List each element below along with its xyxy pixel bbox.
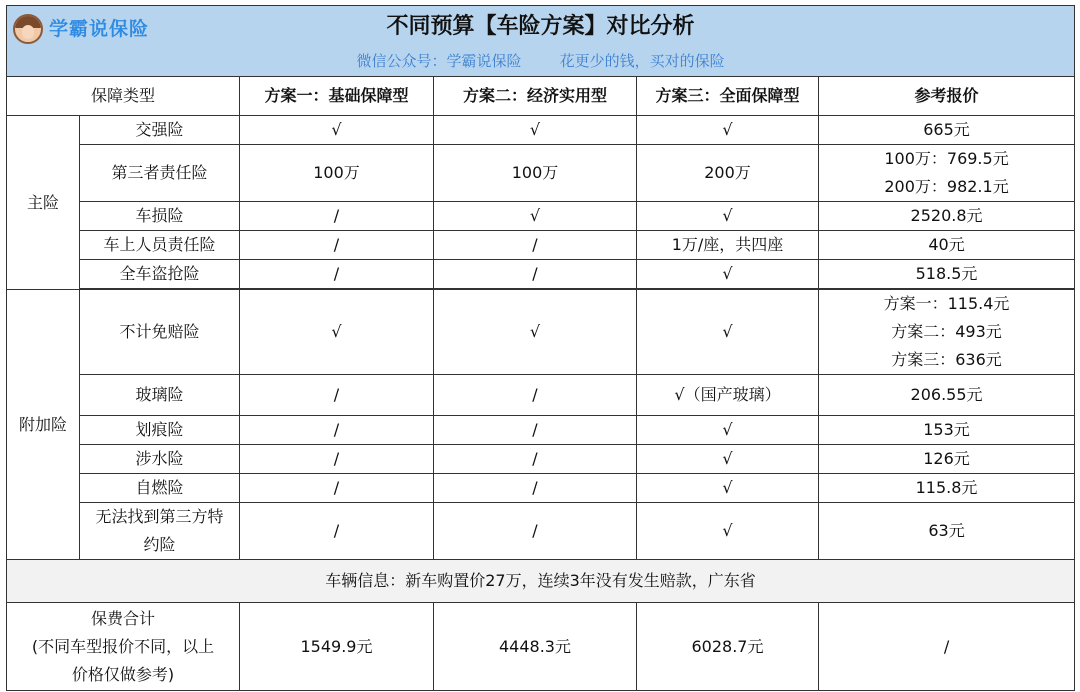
- price-line: 100万：769.5元: [884, 149, 1009, 168]
- total-label-line: (不同车型报价不同，以上: [31, 636, 215, 656]
- price-cell: [819, 145, 1075, 202]
- plan3-cell: √: [637, 503, 819, 560]
- row-name: 全车盗抢险: [80, 260, 240, 289]
- plan1-cell: /: [240, 260, 434, 289]
- total-plan1: 1549.9元: [240, 603, 434, 691]
- row-name: 第三者责任险: [80, 145, 240, 202]
- price-cell: 40元: [819, 231, 1075, 260]
- plan2-cell: √: [434, 290, 637, 375]
- row-name: 车损险: [80, 202, 240, 231]
- table-row: [7, 231, 1075, 260]
- price-cell: 115.8元: [819, 474, 1075, 503]
- group-label-addon: 附加险: [7, 290, 80, 560]
- price-cell: [819, 290, 1075, 375]
- plan2-cell: /: [434, 474, 637, 503]
- plan1-cell: /: [240, 416, 434, 445]
- column-header-plan2: 方案二：经济实用型: [434, 77, 637, 116]
- plan2-cell: /: [434, 416, 637, 445]
- plan3-cell: √: [637, 416, 819, 445]
- plan2-cell: /: [434, 445, 637, 474]
- plan2-cell: 100万: [434, 145, 637, 202]
- plan1-cell: /: [240, 375, 434, 416]
- total-label-line: 价格仅做参考): [71, 664, 175, 684]
- price-cell: 153元: [819, 416, 1075, 445]
- plan3-cell: √: [637, 260, 819, 289]
- table-row: [7, 145, 1075, 202]
- plan1-cell: 100万: [240, 145, 434, 202]
- table-row: [7, 116, 1075, 145]
- price-cell: 206.55元: [819, 375, 1075, 416]
- price-cell: 518.5元: [819, 260, 1075, 289]
- row-name-line: 约险: [143, 535, 176, 554]
- plan3-cell: 200万: [637, 145, 819, 202]
- total-plan3: 6028.7元: [637, 603, 819, 691]
- plan3-cell: √: [637, 116, 819, 145]
- row-name: 车上人员责任险: [80, 231, 240, 260]
- table-row: [7, 375, 1075, 416]
- plan1-cell: /: [240, 474, 434, 503]
- plan1-cell: /: [240, 445, 434, 474]
- page-title: 不同预算【车险方案】对比分析: [386, 14, 695, 39]
- plan1-cell: /: [240, 503, 434, 560]
- column-header-plan1: 方案一：基础保障型: [240, 77, 434, 116]
- price-cell: 126元: [819, 445, 1075, 474]
- total-row: [7, 603, 1075, 691]
- plan2-cell: /: [434, 375, 637, 416]
- header-banner: [7, 6, 1075, 77]
- price-line: 方案三：636元: [891, 350, 1002, 369]
- price-line: 方案二：493元: [891, 322, 1002, 341]
- row-name: 划痕险: [80, 416, 240, 445]
- plan2-cell: /: [434, 231, 637, 260]
- plan3-cell: 1万/座，共四座: [637, 231, 819, 260]
- column-header-type: 保障类型: [7, 77, 240, 116]
- comparison-table: [6, 5, 1075, 691]
- price-cell: 665元: [819, 116, 1075, 145]
- row-name: 自燃险: [80, 474, 240, 503]
- table-row: [7, 202, 1075, 231]
- total-label: [7, 603, 240, 691]
- price-line: 方案一：115.4元: [883, 294, 1010, 313]
- plan2-cell: /: [434, 260, 637, 289]
- vehicle-info: 车辆信息：新车购置价27万，连续3年没有发生赔款，广东省: [7, 560, 1075, 603]
- plan1-cell: √: [240, 116, 434, 145]
- table-row: [7, 503, 1075, 560]
- column-header-plan3: 方案三：全面保障型: [637, 77, 819, 116]
- plan2-cell: √: [434, 116, 637, 145]
- total-plan2: 4448.3元: [434, 603, 637, 691]
- plan3-cell: √: [637, 474, 819, 503]
- plan1-cell: /: [240, 231, 434, 260]
- table-row: [7, 416, 1075, 445]
- price-cell: 63元: [819, 503, 1075, 560]
- row-name: 交强险: [80, 116, 240, 145]
- plan1-cell: √: [240, 290, 434, 375]
- plan3-cell: √: [637, 445, 819, 474]
- table-row: [7, 260, 1075, 289]
- row-name: 涉水险: [80, 445, 240, 474]
- row-name: [80, 503, 240, 560]
- plan1-cell: /: [240, 202, 434, 231]
- page-subtitle: 微信公众号：学霸说保险 花更少的钱，买对的保险: [356, 52, 725, 70]
- plan2-cell: /: [434, 503, 637, 560]
- column-header-row: [7, 77, 1075, 116]
- group-label-main: 主险: [7, 116, 80, 290]
- vehicle-info-row: [7, 560, 1075, 603]
- row-name: 不计免赔险: [80, 290, 240, 375]
- total-price: /: [819, 603, 1075, 691]
- plan2-cell: √: [434, 202, 637, 231]
- row-name-line: 无法找到第三方特: [95, 507, 224, 526]
- total-label-line: 保费合计: [90, 608, 155, 628]
- table-row: [7, 474, 1075, 503]
- table-row: [7, 290, 1075, 375]
- row-name: 玻璃险: [80, 375, 240, 416]
- plan3-cell: √: [637, 202, 819, 231]
- plan3-cell: √: [637, 290, 819, 375]
- logo-text: 学霸说保险: [49, 18, 150, 40]
- price-cell: 2520.8元: [819, 202, 1075, 231]
- plan3-cell: √（国产玻璃）: [637, 375, 819, 416]
- column-header-price: 参考报价: [819, 77, 1075, 116]
- price-line: 200万：982.1元: [884, 177, 1009, 196]
- table-row: [7, 445, 1075, 474]
